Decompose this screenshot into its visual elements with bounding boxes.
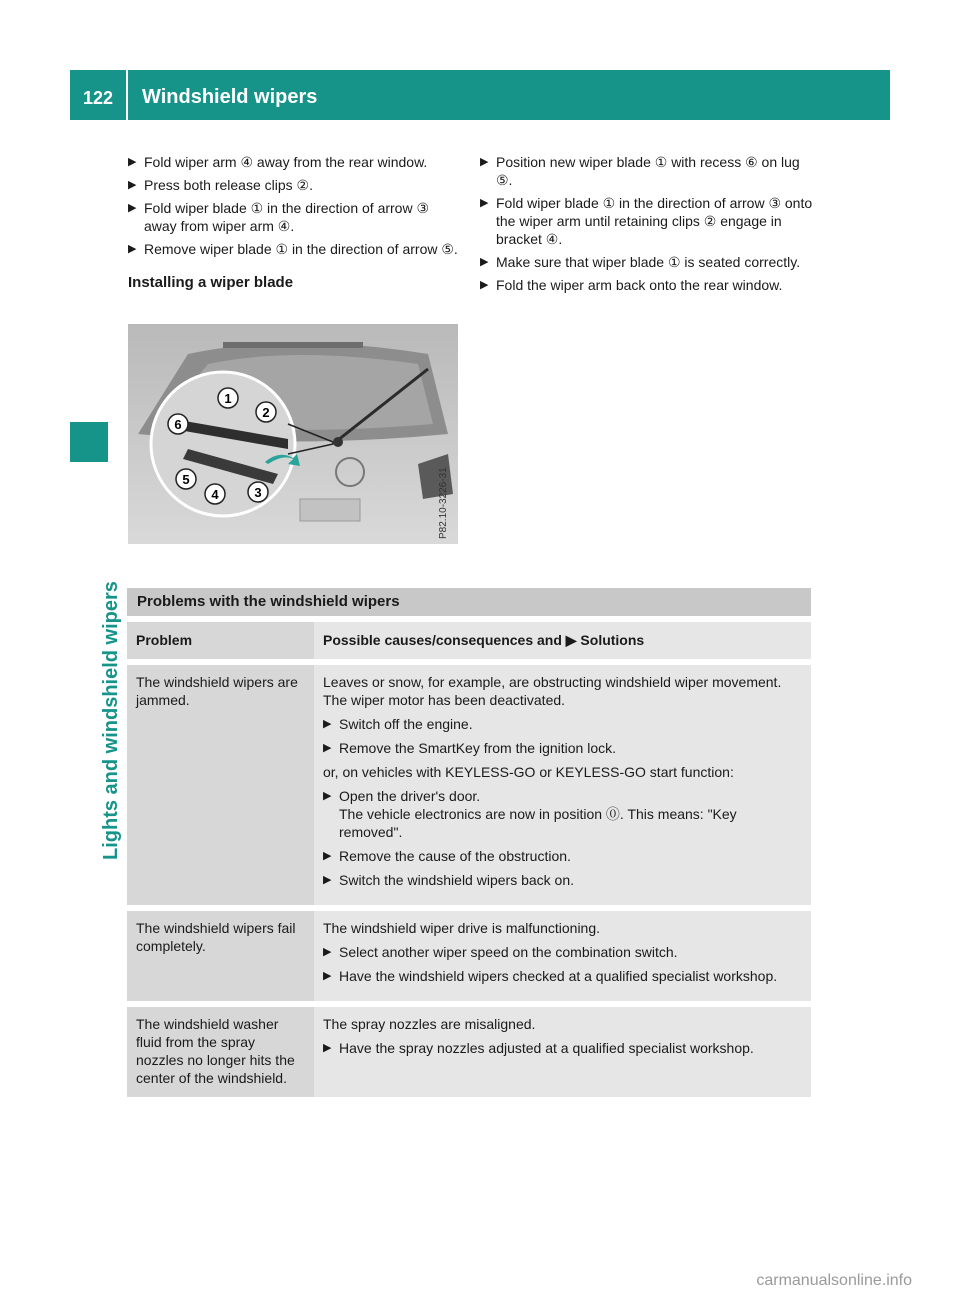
step-arrow-icon: ▶ (480, 256, 489, 268)
callout-label: 4 (211, 487, 219, 502)
license-plate-recess (300, 499, 360, 521)
step-arrow-icon: ▶ (323, 946, 332, 958)
page-number: 122 (82, 88, 114, 108)
step-arrow-icon: ▶ (323, 1042, 332, 1054)
solution-step (323, 871, 803, 889)
column-header-solution: Possible causes/consequences and ▶ Solutions (314, 622, 811, 659)
solution-step (323, 967, 803, 985)
watermark: carmanualsonline.info (756, 1272, 912, 1289)
step-arrow-icon: ▶ (323, 718, 332, 730)
step-arrow-icon: ▶ (128, 156, 137, 168)
step-arrow-icon: ▶ (128, 202, 137, 214)
step-arrow-icon: ▶ (480, 156, 489, 168)
callout-label: 2 (262, 405, 270, 420)
step-arrow-icon: ▶ (480, 197, 489, 209)
step-text: Position new wiper blade ① with recess ⑥ on lug ⑤. (496, 154, 800, 188)
step-text: Remove the cause of the obstruction. (339, 848, 571, 864)
step-arrow-icon: ▶ (323, 874, 332, 886)
step-text: Switch off the engine. (339, 716, 473, 732)
callout-label: 3 (254, 485, 262, 500)
step-arrow-icon: ▶ (323, 850, 332, 862)
table-row (127, 1007, 811, 1097)
solution-step (323, 847, 803, 865)
alternative-text: or, on vehicles with KEYLESS-GO or KEYLESS-GO start function: (323, 764, 734, 780)
page-header (70, 70, 890, 120)
problem-cell: The windshield wipers are jammed. (127, 665, 314, 905)
section-label: Lights and windshield wipers (100, 581, 122, 860)
callout (176, 469, 196, 489)
wiper-pivot (333, 437, 343, 447)
solution-step (323, 1039, 803, 1057)
step-detail: The vehicle electronics are now in position ⓪. This means: "Key removed". (339, 806, 737, 840)
callout (205, 484, 225, 504)
solution-step (323, 739, 803, 757)
step-arrow-icon: ▶ (128, 179, 137, 191)
step-text: Switch the windshield wipers back on. (339, 872, 575, 888)
step-arrow-icon: ▶ (480, 279, 489, 291)
cause-text: Leaves or snow, for example, are obstructing windshield wiper movement. The wiper motor has been deactivated. (323, 674, 782, 708)
brake-light (223, 342, 363, 348)
table-row (127, 665, 811, 905)
step-arrow-icon: ▶ (128, 243, 137, 255)
callout (256, 402, 276, 422)
solution-step (323, 943, 803, 961)
step-text: Fold the wiper arm back onto the rear window. (496, 277, 783, 293)
step-text: Fold wiper blade ① in the direction of arrow ③ away from wiper arm ④. (144, 200, 430, 234)
section-tab-marker (70, 422, 108, 462)
cause-text: The spray nozzles are misaligned. (323, 1016, 536, 1032)
step-text: Have the spray nozzles adjusted at a qualified specialist workshop. (339, 1040, 754, 1056)
step-text: Press both release clips ②. (144, 177, 313, 193)
table-row (127, 911, 811, 1001)
step-arrow-icon: ▶ (323, 742, 332, 754)
step-text: Remove the SmartKey from the ignition lock. (339, 740, 617, 756)
solution-cell (314, 665, 811, 905)
table-title: Problems with the windshield wipers (127, 588, 811, 616)
removal-step (128, 153, 463, 171)
step-text: Fold wiper blade ① in the direction of arrow ③ onto the wiper arm until retaining clips ② engage in bracket ④. (496, 195, 813, 247)
step-text: Fold wiper arm ④ away from the rear window. (144, 154, 428, 170)
figure-code: P82.10-3226-31 (438, 467, 449, 539)
solution-step (323, 715, 803, 733)
step-arrow-icon: ▶ (323, 790, 332, 802)
column-header-problem: Problem (127, 622, 314, 659)
page-title: Windshield wipers (142, 86, 318, 108)
install-step (480, 153, 815, 189)
section-heading: Installing a wiper blade (128, 274, 294, 291)
step-arrow-icon: ▶ (323, 970, 332, 982)
problems-table (127, 622, 811, 1103)
step-text: Make sure that wiper blade ① is seated correctly. (496, 254, 801, 270)
solution-cell (314, 1007, 811, 1097)
solution-cell (314, 911, 811, 1001)
table-header-row (127, 622, 811, 659)
step-text: Open the driver's door. (339, 788, 481, 804)
callout-label: 6 (174, 417, 182, 432)
step-text: Select another wiper speed on the combination switch. (339, 944, 678, 960)
callout-label: 1 (224, 391, 232, 406)
callout (168, 414, 188, 434)
right-column (480, 153, 815, 299)
problem-cell: The windshield wipers fail completely. (127, 911, 314, 1001)
install-step (480, 253, 815, 271)
header-divider (126, 70, 128, 120)
step-text: Have the windshield wipers checked at a qualified specialist workshop. (339, 968, 778, 984)
callout (248, 482, 268, 502)
callout (218, 388, 238, 408)
removal-step (128, 176, 463, 194)
solution-step (323, 787, 803, 841)
callout-label: 5 (182, 472, 190, 487)
cause-text: The windshield wiper drive is malfunctioning. (323, 920, 601, 936)
wiper-illustration (128, 324, 458, 544)
problem-cell: The windshield washer fluid from the spray nozzles no longer hits the center of the windshield. (127, 1007, 314, 1097)
install-step (480, 194, 815, 248)
removal-step (128, 199, 463, 235)
removal-step (128, 240, 463, 258)
install-step (480, 276, 815, 294)
left-column (128, 153, 463, 302)
step-text: Remove wiper blade ① in the direction of arrow ⑤. (144, 241, 458, 257)
